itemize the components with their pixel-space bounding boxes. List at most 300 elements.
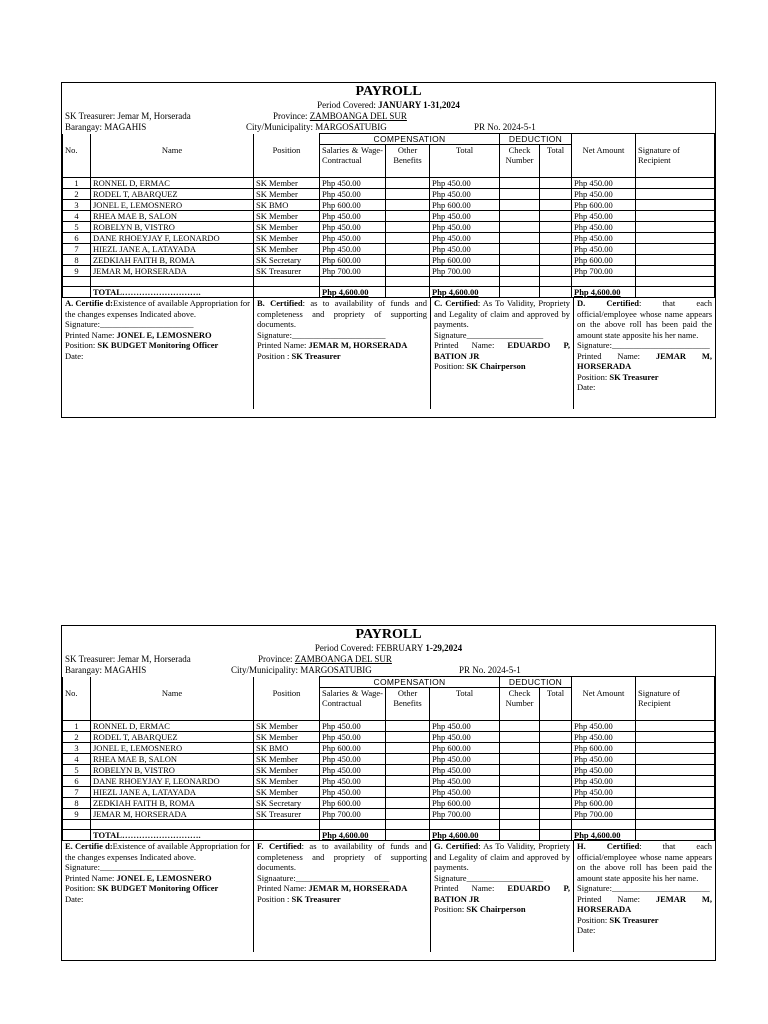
row-signature: [636, 222, 715, 233]
group-header-row: [63, 134, 715, 145]
total-net: Php 4,600.00: [572, 287, 636, 298]
row-position: SK Member: [254, 787, 320, 798]
table-row: [63, 211, 715, 222]
period-covered: [62, 100, 715, 111]
table-row: [63, 732, 715, 743]
row-check: [500, 809, 540, 820]
cert-a-position-label: Position:: [65, 883, 96, 893]
row-name: ROBELYN B, VISTRO: [91, 222, 254, 233]
row-deduction: [540, 776, 572, 787]
row-check: [500, 787, 540, 798]
row-signature: [636, 255, 715, 266]
row-name: RONNEL D, ERMAC: [91, 721, 254, 732]
row-name: JEMAR M, HORSERADA: [91, 809, 254, 820]
total-row: [63, 287, 715, 298]
empty-row: [63, 277, 715, 287]
cert-a-label: A. Certifie d:: [65, 298, 113, 308]
row-check: [500, 244, 540, 255]
row-position: SK Member: [254, 721, 320, 732]
cert-a-text: Existence of available Appropriation for the changes expenses Indicated above.: [65, 841, 250, 862]
cert-a-printed-label: Printed Name:: [65, 872, 115, 883]
row-net: Php 450.00: [572, 754, 636, 765]
table-row: [63, 244, 715, 255]
row-check: [500, 721, 540, 732]
row-total: Php 600.00: [430, 798, 500, 809]
row-position: SK Member: [254, 765, 320, 776]
cert-d-text: : that each official/employee whose name appears on the above roll has been paid the amount state apposite his her name.: [577, 298, 712, 340]
row-name: JEMAR M, HORSERADA: [91, 266, 254, 277]
row-other: [386, 798, 430, 809]
deduction-header: DEDUCTION: [500, 134, 572, 145]
cert-d-printed-name: JEMAR M, HORSERADA: [577, 893, 712, 914]
header-line-2: [62, 122, 715, 133]
cert-c-text: : As To Validity, Propriety and Legality of claim and approved by payments.: [434, 841, 570, 872]
row-signature: [636, 765, 715, 776]
table-row: [63, 776, 715, 787]
row-salary: Php 450.00: [320, 776, 386, 787]
cert-c-position-label: Position:: [434, 361, 465, 371]
row-signature: [636, 776, 715, 787]
cert-d-position: SK Treasurer: [609, 371, 659, 382]
cert-d: [574, 841, 715, 952]
row-position: SK Member: [254, 244, 320, 255]
row-no: 5: [63, 765, 91, 776]
cert-c-printed-label: Printed Name:: [434, 883, 495, 893]
province: [273, 111, 407, 122]
total-label: TOTAL……………………….: [91, 287, 254, 298]
row-name: JONEL E, LEMOSNERO: [91, 743, 254, 754]
compensation-header: COMPENSATION: [320, 134, 500, 145]
row-deduction: [540, 266, 572, 277]
row-total: Php 450.00: [430, 732, 500, 743]
cert-a-date: Date:: [65, 893, 84, 904]
row-signature: [636, 211, 715, 222]
row-deduction: [540, 787, 572, 798]
cert-a-printed-name: JONEL E, LEMOSNERO: [116, 329, 212, 340]
payroll-january: [61, 82, 716, 418]
row-other: [386, 776, 430, 787]
cert-c-text: : As To Validity, Propriety and Legality of claim and approved by payments.: [434, 298, 570, 329]
row-salary: Php 450.00: [320, 721, 386, 732]
cert-d-date: Date:: [577, 382, 596, 392]
row-name: ZEDKIAH FAITH B, ROMA: [91, 255, 254, 266]
col-total: Total: [430, 688, 500, 721]
row-total: Php 600.00: [430, 255, 500, 266]
col-position: Position: [254, 145, 320, 178]
cert-c-position: SK Chairperson: [466, 361, 526, 371]
total-row: [63, 830, 715, 841]
treasurer-label: SK Treasurer: Jemar M, Horserada: [65, 111, 191, 121]
row-no: 2: [63, 189, 91, 200]
row-net: Php 600.00: [572, 255, 636, 266]
cert-c-printed-name: EDUARDO P, BATION JR: [434, 883, 571, 904]
row-total: Php 450.00: [430, 189, 500, 200]
city-label: City/Municipality: MARGOSATUBIG: [231, 665, 372, 675]
cert-a-printed-label: Printed Name:: [65, 329, 115, 340]
col-deduction-total: Total: [540, 688, 572, 721]
table-row: [63, 222, 715, 233]
row-other: [386, 787, 430, 798]
cert-a-position: SK BUDGET Monitoring Officer: [97, 883, 219, 893]
cert-b-label: F. Certified: [257, 841, 302, 851]
row-total: Php 600.00: [430, 743, 500, 754]
table-row: [63, 255, 715, 266]
col-deduction-total: Total: [540, 145, 572, 178]
row-salary: Php 450.00: [320, 787, 386, 798]
row-position: SK Treasurer: [254, 809, 320, 820]
row-no: 3: [63, 743, 91, 754]
cert-b-printed-label: Printed Name:: [257, 883, 307, 893]
cert-a: [62, 841, 254, 952]
row-position: SK BMO: [254, 743, 320, 754]
payroll-table: [62, 676, 715, 841]
row-check: [500, 732, 540, 743]
row-no: 7: [63, 787, 91, 798]
row-no: 4: [63, 211, 91, 222]
row-no: 1: [63, 178, 91, 189]
row-total: Php 700.00: [430, 266, 500, 277]
cert-c-signature: Signature__________________: [434, 329, 544, 340]
row-deduction: [540, 233, 572, 244]
period-value: 1-29,2024: [425, 643, 463, 653]
row-deduction: [540, 189, 572, 200]
table-row: [63, 721, 715, 732]
row-total: Php 450.00: [430, 233, 500, 244]
total-total: Php 4,600.00: [430, 830, 500, 841]
col-position: Position: [254, 688, 320, 721]
row-other: [386, 809, 430, 820]
cert-d-label: H. Certified: [577, 841, 640, 851]
row-total: Php 450.00: [430, 178, 500, 189]
col-total: Total: [430, 145, 500, 178]
certifications: [62, 298, 715, 409]
row-name: ROBELYN B, VISTRO: [91, 765, 254, 776]
cert-c-label: C. Certified: [434, 298, 478, 308]
cert-a-signature: Signature:______________________: [65, 862, 194, 872]
row-position: SK Member: [254, 776, 320, 787]
barangay-label: Barangay: MAGAHIS: [65, 665, 147, 675]
col-no: No.: [63, 145, 91, 178]
cert-a-signature: Signature:______________________: [65, 319, 194, 329]
cert-d-label: D. Certified: [577, 298, 639, 308]
compensation-header: COMPENSATION: [320, 677, 500, 688]
row-salary: Php 450.00: [320, 178, 386, 189]
pr-number: PR No. 2024-5-1: [474, 122, 536, 132]
row-check: [500, 200, 540, 211]
payroll-february: [61, 625, 716, 961]
row-signature: [636, 200, 715, 211]
row-position: SK Secretary: [254, 255, 320, 266]
row-check: [500, 189, 540, 200]
row-no: 8: [63, 798, 91, 809]
row-deduction: [540, 754, 572, 765]
row-signature: [636, 809, 715, 820]
row-net: Php 600.00: [572, 743, 636, 754]
row-total: Php 450.00: [430, 787, 500, 798]
row-check: [500, 776, 540, 787]
cert-b-signature: Signature:______________________: [257, 329, 386, 340]
row-net: Php 600.00: [572, 200, 636, 211]
header-line-1: [62, 654, 715, 665]
row-other: [386, 233, 430, 244]
row-signature: [636, 743, 715, 754]
row-net: Php 450.00: [572, 732, 636, 743]
group-header-row: [63, 677, 715, 688]
row-salary: Php 450.00: [320, 754, 386, 765]
cert-b-signature: Signaature:______________________: [257, 872, 390, 883]
col-name: Name: [91, 145, 254, 178]
row-other: [386, 732, 430, 743]
cert-c: [431, 298, 574, 409]
cert-d-position-label: Position:: [577, 914, 608, 925]
cert-d-printed-label: Printed Name:: [577, 350, 641, 361]
row-net: Php 600.00: [572, 798, 636, 809]
cert-a-date: Date:: [65, 350, 84, 361]
row-deduction: [540, 765, 572, 776]
cert-a-printed-name: JONEL E, LEMOSNERO: [116, 872, 212, 883]
row-salary: Php 450.00: [320, 189, 386, 200]
row-check: [500, 178, 540, 189]
cert-b-label: B. Certified: [257, 298, 303, 308]
col-check-number: Check Number: [500, 688, 540, 721]
row-position: SK Member: [254, 233, 320, 244]
row-name: DANE RHOEYJAY F, LEONARDO: [91, 776, 254, 787]
row-other: [386, 178, 430, 189]
province-value: ZAMBOANGA DEL SUR: [294, 654, 392, 664]
row-net: Php 700.00: [572, 809, 636, 820]
row-signature: [636, 189, 715, 200]
row-net: Php 450.00: [572, 787, 636, 798]
row-other: [386, 200, 430, 211]
row-deduction: [540, 743, 572, 754]
row-net: Php 450.00: [572, 233, 636, 244]
row-salary: Php 450.00: [320, 211, 386, 222]
col-other-benefits: Other Benefits: [386, 688, 430, 721]
table-row: [63, 233, 715, 244]
row-no: 9: [63, 809, 91, 820]
row-net: Php 450.00: [572, 244, 636, 255]
table-row: [63, 743, 715, 754]
row-position: SK BMO: [254, 200, 320, 211]
row-signature: [636, 798, 715, 809]
row-total: Php 450.00: [430, 211, 500, 222]
row-no: 6: [63, 233, 91, 244]
table-row: [63, 798, 715, 809]
row-name: RODEL T, ABARQUEZ: [91, 732, 254, 743]
cert-b-printed-label: Printed Name:: [257, 340, 307, 350]
cert-d-printed-label: Printed Name:: [577, 893, 641, 904]
cert-d-printed-name: JEMAR M, HORSERADA: [577, 350, 712, 371]
row-deduction: [540, 211, 572, 222]
row-no: 8: [63, 255, 91, 266]
cert-b-position-label: Position :: [257, 350, 290, 361]
row-no: 5: [63, 222, 91, 233]
table-row: [63, 754, 715, 765]
row-position: SK Member: [254, 178, 320, 189]
row-deduction: [540, 244, 572, 255]
barangay-label: Barangay: MAGAHIS: [65, 122, 147, 132]
row-deduction: [540, 178, 572, 189]
certifications: [62, 841, 715, 952]
cert-a: [62, 298, 254, 409]
row-position: SK Treasurer: [254, 266, 320, 277]
col-salaries: Salaries & Wage-Contractual: [320, 688, 386, 721]
cert-b-text: : as to availability of funds and completeness and propriety of supporting documents.: [257, 298, 427, 329]
row-check: [500, 754, 540, 765]
column-header-row: [63, 145, 715, 178]
row-check: [500, 743, 540, 754]
deduction-header: DEDUCTION: [500, 677, 572, 688]
row-other: [386, 765, 430, 776]
row-signature: [636, 244, 715, 255]
row-total: Php 600.00: [430, 200, 500, 211]
table-row: [63, 200, 715, 211]
row-salary: Php 450.00: [320, 732, 386, 743]
row-check: [500, 765, 540, 776]
row-deduction: [540, 809, 572, 820]
cert-d: [574, 298, 715, 409]
row-name: RHEA MAE B, SALON: [91, 754, 254, 765]
row-total: Php 450.00: [430, 244, 500, 255]
row-net: Php 450.00: [572, 765, 636, 776]
row-other: [386, 754, 430, 765]
header-line-2: [62, 665, 715, 676]
row-total: Php 450.00: [430, 222, 500, 233]
pr-number: PR No. 2024-5-1: [459, 665, 521, 675]
cert-c-label: G. Certified: [434, 841, 479, 851]
period-value: JANUARY 1-31,2024: [378, 100, 460, 110]
row-name: RODEL T, ABARQUEZ: [91, 189, 254, 200]
cert-c: [431, 841, 574, 952]
cert-a-label: E. Certifie d:: [65, 841, 113, 851]
table-row: [63, 765, 715, 776]
total-salary: Php 4,600.00: [320, 287, 386, 298]
table-row: [63, 809, 715, 820]
row-other: [386, 189, 430, 200]
row-deduction: [540, 255, 572, 266]
total-total: Php 4,600.00: [430, 287, 500, 298]
cert-d-position-label: Position:: [577, 371, 608, 382]
row-salary: Php 600.00: [320, 798, 386, 809]
row-other: [386, 721, 430, 732]
cert-b-position: SK Treasurer: [291, 893, 341, 904]
row-net: Php 450.00: [572, 178, 636, 189]
row-net: Php 450.00: [572, 189, 636, 200]
cert-b-printed-name: JEMAR M, HORSERADA: [308, 883, 408, 893]
period-covered: [62, 643, 715, 654]
row-position: SK Member: [254, 754, 320, 765]
row-net: Php 450.00: [572, 721, 636, 732]
row-name: HIEZL JANE A, LATAYADA: [91, 787, 254, 798]
col-salaries: Salaries & Wage-Contractual: [320, 145, 386, 178]
row-net: Php 450.00: [572, 222, 636, 233]
treasurer-label: SK Treasurer: Jemar M, Horserada: [65, 654, 191, 664]
row-name: RONNEL D, ERMAC: [91, 178, 254, 189]
row-name: RHEA MAE B, SALON: [91, 211, 254, 222]
province-value: ZAMBOANGA DEL SUR: [309, 111, 407, 121]
empty-row: [63, 820, 715, 830]
row-position: SK Secretary: [254, 798, 320, 809]
cert-a-position: SK BUDGET Monitoring Officer: [97, 340, 219, 350]
province-label: Province:: [258, 654, 293, 664]
row-deduction: [540, 200, 572, 211]
province: [258, 654, 392, 665]
row-check: [500, 255, 540, 266]
cert-b: [254, 841, 431, 952]
row-other: [386, 266, 430, 277]
row-other: [386, 222, 430, 233]
row-other: [386, 244, 430, 255]
row-no: 6: [63, 776, 91, 787]
col-no: No.: [63, 688, 91, 721]
row-name: HIEZL JANE A, LATAYADA: [91, 244, 254, 255]
cert-d-signature: Signature:_______________________: [577, 340, 710, 350]
row-signature: [636, 266, 715, 277]
row-no: 2: [63, 732, 91, 743]
col-signature: Signature of Recipient: [636, 145, 715, 178]
col-check-number: Check Number: [500, 145, 540, 178]
row-name: ZEDKIAH FAITH B, ROMA: [91, 798, 254, 809]
row-total: Php 450.00: [430, 754, 500, 765]
cert-c-printed-label: Printed Name:: [434, 340, 495, 350]
cert-d-date: Date:: [577, 925, 596, 935]
row-total: Php 450.00: [430, 765, 500, 776]
col-net-amount: Net Amount: [572, 145, 636, 178]
row-net: Php 700.00: [572, 266, 636, 277]
table-row: [63, 189, 715, 200]
total-net: Php 4,600.00: [572, 830, 636, 841]
row-no: 7: [63, 244, 91, 255]
total-label: TOTAL……………………….: [91, 830, 254, 841]
row-no: 1: [63, 721, 91, 732]
row-total: Php 450.00: [430, 721, 500, 732]
column-header-row: [63, 688, 715, 721]
row-check: [500, 266, 540, 277]
row-signature: [636, 233, 715, 244]
row-total: Php 700.00: [430, 809, 500, 820]
row-other: [386, 743, 430, 754]
col-other-benefits: Other Benefits: [386, 145, 430, 178]
city-label: City/Municipality: MARGOSATUBIG: [246, 122, 387, 132]
row-check: [500, 798, 540, 809]
row-salary: Php 600.00: [320, 743, 386, 754]
province-label: Province:: [273, 111, 308, 121]
row-no: 9: [63, 266, 91, 277]
total-salary: Php 4,600.00: [320, 830, 386, 841]
row-check: [500, 233, 540, 244]
row-signature: [636, 754, 715, 765]
col-net-amount: Net Amount: [572, 688, 636, 721]
cert-b-text: : as to availability of funds and completeness and propriety of supporting documents.: [257, 841, 427, 872]
cert-b-position-label: Position :: [257, 893, 290, 904]
payroll-title: PAYROLL: [355, 84, 422, 99]
row-salary: Php 450.00: [320, 244, 386, 255]
row-deduction: [540, 222, 572, 233]
row-position: SK Member: [254, 211, 320, 222]
row-deduction: [540, 732, 572, 743]
cert-c-position-label: Position:: [434, 904, 465, 914]
row-salary: Php 450.00: [320, 222, 386, 233]
row-no: 4: [63, 754, 91, 765]
cert-a-position-label: Position:: [65, 340, 96, 350]
row-signature: [636, 178, 715, 189]
row-salary: Php 600.00: [320, 200, 386, 211]
table-row: [63, 266, 715, 277]
row-check: [500, 211, 540, 222]
period-label: Period Covered: FEBRUARY: [314, 643, 424, 653]
row-no: 3: [63, 200, 91, 211]
cert-d-position: SK Treasurer: [609, 914, 659, 925]
